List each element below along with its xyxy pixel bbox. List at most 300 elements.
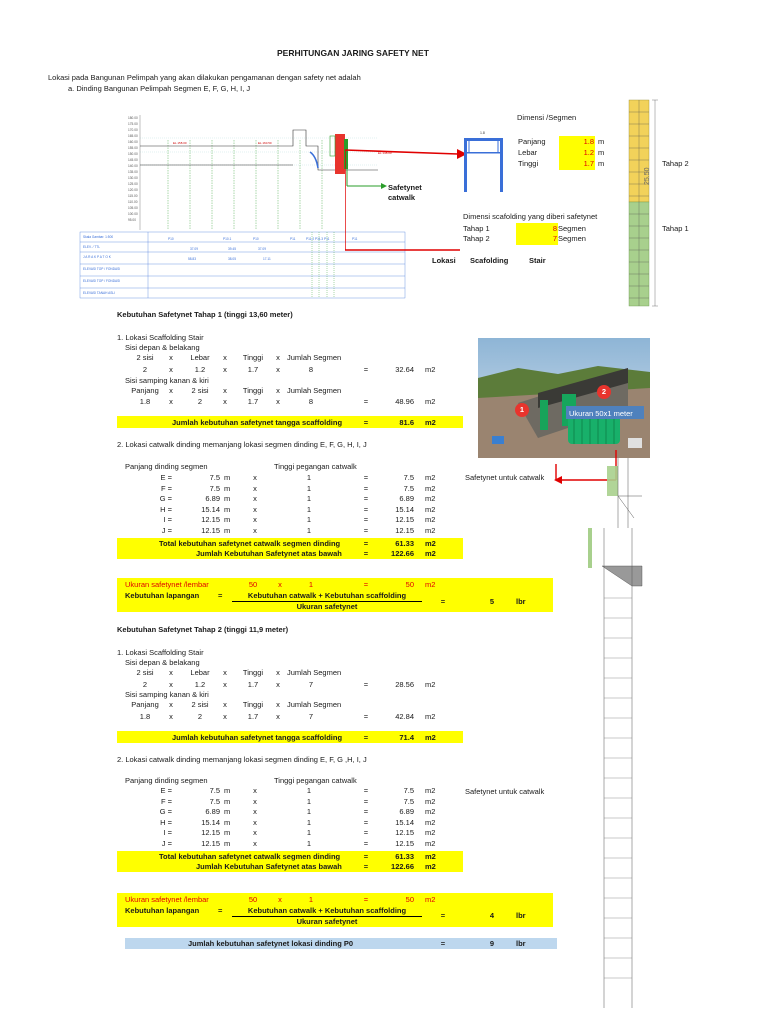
total-value: 71.4	[399, 733, 414, 742]
svg-text:ELEVASI TOP / FONDASI: ELEVASI TOP / FONDASI	[83, 279, 121, 283]
svg-text:EL 158.00: EL 158.00	[173, 141, 187, 145]
dim-unit: m	[598, 148, 605, 157]
val-cell: x	[276, 680, 280, 689]
dim-label: Tinggi	[518, 159, 539, 168]
val-cell: x	[223, 365, 227, 374]
svg-text:ELEV. / TTL: ELEV. / TTL	[83, 245, 101, 249]
val-cell: x	[223, 712, 227, 721]
val-cell: 1.7	[247, 712, 259, 721]
svg-text:125.00: 125.00	[128, 182, 138, 186]
tahap1-label: Tahap 1	[662, 224, 689, 233]
segment-val: 12.15	[395, 828, 414, 838]
segment-h: 1	[306, 515, 312, 525]
segment-h: 1	[306, 828, 312, 838]
hdr-cell: 2 sisi	[191, 700, 209, 709]
tahap-label: Tahap 2	[463, 234, 490, 243]
photo-caption: Ukuran 50x1 meter	[569, 409, 633, 418]
val-cell: 2	[142, 365, 148, 374]
svg-text:110.00: 110.00	[128, 200, 138, 204]
svg-text:P11: P11	[352, 237, 358, 241]
segment-len: 12.15	[201, 828, 220, 838]
segment-m: m	[224, 494, 231, 504]
svg-text:P11: P11	[290, 237, 296, 241]
val-cell: =	[363, 680, 369, 689]
hdr-cell: x	[169, 353, 173, 362]
svg-text:P10: P10	[168, 237, 174, 241]
total-eq: =	[363, 418, 369, 427]
segment-unit: m2	[425, 786, 436, 795]
intro-line: Lokasi pada Bangunan Pelimpah yang akan dilakukan pengamanan dengan safety net adalah	[48, 73, 361, 82]
val-cell: x	[223, 397, 227, 406]
kebutuhan-denominator: Ukuran safetynet	[296, 602, 358, 611]
total-label: Total kebutuhan safetynet catwalk segmen dinding	[159, 539, 341, 548]
val-cell: 7	[308, 712, 314, 721]
val-cell: m2	[425, 712, 436, 721]
segment-len: 12.15	[201, 526, 220, 535]
svg-text:115.00: 115.00	[128, 194, 138, 198]
segment-eq: =	[363, 807, 369, 817]
legend-item: Scafolding	[470, 256, 509, 265]
segment-h: 1	[306, 494, 312, 504]
hdr-cell: x	[276, 668, 280, 677]
dim-unit: m	[598, 137, 605, 146]
svg-text:38.05: 38.05	[228, 257, 236, 261]
val-cell: =	[363, 365, 369, 374]
segment-eq: =	[363, 473, 369, 482]
segment-len: 7.5	[209, 796, 220, 806]
hdr-cell: Lebar	[190, 353, 210, 362]
hdr-cell: x	[223, 668, 227, 677]
svg-text:155.00: 155.00	[128, 146, 138, 150]
segment-seg: E =	[160, 786, 172, 795]
dim-unit: m	[598, 159, 605, 168]
segment-unit: m2	[425, 483, 436, 493]
segment-h: 1	[306, 786, 312, 795]
ukuran-value: 50	[405, 895, 414, 904]
val-cell: m2	[425, 680, 436, 689]
segment-h: 1	[306, 796, 312, 806]
svg-text:37.09: 37.09	[190, 247, 198, 251]
segment-len: 15.14	[201, 504, 220, 514]
svg-text:145.00: 145.00	[128, 158, 138, 162]
hdr-cell: x	[169, 668, 173, 677]
tahap-label: Tahap 1	[463, 224, 490, 233]
total-unit: m2	[425, 549, 436, 558]
kebutuhan-value: 4	[489, 911, 494, 920]
ukuran-unit: m2	[425, 895, 436, 904]
ukuran-b: 1	[308, 580, 314, 589]
total-unit: m2	[425, 733, 436, 742]
val-cell: 2	[142, 680, 148, 689]
val-cell: x	[169, 680, 173, 689]
segment-h: 1	[306, 473, 312, 482]
segment-h: 1	[306, 504, 312, 514]
segment-len: 12.15	[201, 515, 220, 525]
svg-text:130.00: 130.00	[128, 176, 138, 180]
segment-len: 7.5	[209, 483, 220, 493]
frame-width-label: 1.8	[480, 131, 485, 135]
total-value: 122.66	[391, 549, 414, 558]
total-label: Jumlah kebutuhan safetynet tangga scaffolding	[172, 418, 343, 427]
svg-text:120.00: 120.00	[128, 188, 138, 192]
segment-h: 1	[306, 483, 312, 493]
svg-text:ELEVASI TOP / FONDASI: ELEVASI TOP / FONDASI	[83, 267, 121, 271]
segment-eq: =	[363, 483, 369, 493]
hdr-cell: Panjang	[131, 700, 159, 709]
section-title: 2. Lokasi catwalk dinding memanjang lokasi segmen dinding E, F, G ,H, I, J	[117, 755, 367, 764]
final-eq: =	[440, 939, 446, 948]
side-label: Safetynet untuk catwalk	[465, 787, 545, 796]
segment-seg: J =	[161, 526, 172, 535]
val-cell: 2	[197, 397, 203, 406]
svg-text:150.00: 150.00	[128, 152, 138, 156]
segment-seg: E =	[160, 473, 172, 482]
val-cell: 1.8	[139, 397, 151, 406]
segment-m: m	[224, 483, 231, 493]
ukuran-label: Ukuran safetynet /lembar	[125, 580, 209, 589]
segment-eq: =	[363, 817, 369, 827]
segment-val: 7.5	[403, 786, 414, 795]
hdr-cell: Tinggi	[242, 353, 264, 362]
svg-text:95.00: 95.00	[128, 218, 136, 222]
segment-eq: =	[363, 828, 369, 838]
svg-text:135.00: 135.00	[128, 170, 138, 174]
kebutuhan-value: 5	[489, 597, 494, 606]
photo-marker-2: 2	[601, 387, 607, 396]
segment-len: 15.14	[201, 817, 220, 827]
segment-x: x	[253, 817, 257, 827]
total-value: 81.6	[399, 418, 414, 427]
segment-unit: m2	[425, 828, 436, 838]
intro-item: a. Dinding Bangunan Pelimpah Segmen E, F, G, H, I, J	[68, 84, 251, 93]
segment-m: m	[224, 473, 231, 482]
ukuran-a: 50	[248, 580, 258, 589]
scaffold-tower	[620, 96, 660, 311]
hdr-cell: x	[223, 353, 227, 362]
segment-h: 1	[306, 817, 312, 827]
segment-m: m	[224, 515, 231, 525]
total-eq: =	[363, 549, 369, 558]
tahap-unit: Segmen	[558, 224, 586, 233]
val-cell: 28.56	[395, 680, 414, 689]
legend-item: Stair	[529, 256, 546, 265]
hdr-cell: Jumlah Segmen	[287, 668, 342, 677]
svg-text:175.00: 175.00	[128, 122, 138, 126]
val-cell: x	[276, 365, 280, 374]
scaffold-frame-icon	[460, 132, 508, 194]
segment-eq: =	[363, 796, 369, 806]
dimensi-segmen-title: Dimensi /Segmen	[517, 113, 577, 122]
segment-val: 7.5	[403, 473, 414, 482]
ukuran-eq: =	[363, 895, 369, 904]
tahap-value: 7	[552, 234, 557, 243]
val-cell: x	[169, 712, 173, 721]
dim-label: Panjang	[518, 137, 546, 146]
val-cell: 1.8	[139, 712, 151, 721]
dim-label: Lebar	[518, 148, 538, 157]
hdr-cell: Tinggi	[242, 386, 264, 395]
ukuran-a: 50	[248, 895, 258, 904]
ukuran-unit: m2	[425, 580, 436, 589]
val-cell: m2	[425, 397, 436, 406]
col-header: Tinggi pegangan catwalk	[274, 776, 357, 785]
segment-x: x	[253, 494, 257, 504]
segment-unit: m2	[425, 515, 436, 525]
hdr-cell: 2 sisi	[136, 353, 154, 362]
segment-seg: G =	[159, 494, 172, 504]
svg-text:105.00: 105.00	[128, 206, 138, 210]
section-subtitle: Sisi depan & belakang	[125, 343, 200, 352]
segment-h: 1	[306, 526, 312, 535]
segment-eq: =	[363, 515, 369, 525]
total-label: Jumlah kebutuhan safetynet tangga scaffolding	[172, 733, 343, 742]
section-subtitle: Sisi samping kanan & kiri	[125, 376, 209, 385]
safetynet-catwalk-label: Safetynet catwalk	[388, 183, 422, 202]
dim-value: 1.8	[583, 137, 594, 146]
kebutuhan-unit: lbr	[516, 597, 526, 606]
segment-unit: m2	[425, 817, 436, 827]
segment-val: 15.14	[395, 817, 414, 827]
segment-seg: I =	[163, 515, 172, 525]
segment-seg: F =	[160, 796, 172, 806]
section-title: 1. Lokasi Scaffolding Stair	[117, 333, 204, 342]
total-label: Jumlah Kebutuhan Safetynet atas bawah	[196, 549, 342, 558]
ukuran-label: Ukuran safetynet /lembar	[125, 895, 209, 904]
segment-eq: =	[363, 526, 369, 535]
total-unit: m2	[425, 852, 436, 861]
val-cell: 8	[308, 365, 314, 374]
segment-val: 7.5	[403, 796, 414, 806]
val-cell: =	[363, 712, 369, 721]
segment-len: 6.89	[205, 807, 220, 817]
svg-text:170.00: 170.00	[128, 128, 138, 132]
segment-m: m	[224, 526, 231, 535]
val-cell: x	[276, 712, 280, 721]
segment-eq: =	[363, 839, 369, 848]
val-cell: =	[363, 397, 369, 406]
tower-height-label: 25.50	[644, 167, 651, 185]
dim-value: 1.2	[583, 148, 594, 157]
col-header: Panjang dinding segmen	[125, 462, 208, 471]
col-header: Panjang dinding segmen	[125, 776, 208, 785]
hdr-cell: Tinggi	[242, 700, 264, 709]
val-cell: 2	[197, 712, 203, 721]
kebutuhan-label: Kebutuhan lapangan	[125, 906, 200, 915]
col-header: Tinggi pegangan catwalk	[274, 462, 357, 471]
segment-m: m	[224, 839, 231, 848]
hdr-cell: 2 sisi	[136, 668, 154, 677]
tahap1-heading: Kebutuhan Safetynet Tahap 1 (tinggi 13,60 meter)	[117, 310, 293, 319]
tahap2-label: Tahap 2	[662, 159, 689, 168]
val-cell: x	[169, 397, 173, 406]
segment-seg: I =	[163, 828, 172, 838]
segment-x: x	[253, 473, 257, 482]
segment-eq: =	[363, 494, 369, 504]
hdr-cell: x	[223, 386, 227, 395]
segment-m: m	[224, 807, 231, 817]
segment-x: x	[253, 786, 257, 795]
kebutuhan-numerator: Kebutuhan catwalk + Kebutuhan scaffolding	[247, 591, 407, 600]
total-unit: m2	[425, 539, 436, 548]
total-unit: m2	[425, 862, 436, 871]
kebutuhan-eq2: =	[440, 911, 446, 920]
val-cell: x	[276, 397, 280, 406]
segment-val: 12.15	[395, 515, 414, 525]
section-subtitle: Sisi depan & belakang	[125, 658, 200, 667]
segment-x: x	[253, 839, 257, 848]
segment-m: m	[224, 828, 231, 838]
segment-val: 6.89	[399, 807, 414, 817]
segment-x: x	[253, 796, 257, 806]
hdr-cell: 2 sisi	[191, 386, 209, 395]
segment-x: x	[253, 807, 257, 817]
svg-text:160.00: 160.00	[128, 140, 138, 144]
segment-unit: m2	[425, 504, 436, 514]
photo-marker-1: 1	[519, 405, 525, 414]
segment-x: x	[253, 504, 257, 514]
svg-text:P10: P10	[253, 237, 259, 241]
segment-m: m	[224, 796, 231, 806]
segment-x: x	[253, 526, 257, 535]
val-cell: 42.84	[395, 712, 414, 721]
kebutuhan-eq: =	[218, 591, 223, 600]
segment-eq: =	[363, 504, 369, 514]
svg-text:165.00: 165.00	[128, 134, 138, 138]
val-cell: 1.7	[247, 365, 259, 374]
kebutuhan-denominator: Ukuran safetynet	[296, 917, 358, 926]
site-photo	[478, 338, 650, 458]
segment-unit: m2	[425, 473, 436, 482]
ukuran-b: 1	[308, 895, 314, 904]
segment-unit: m2	[425, 526, 436, 535]
hdr-cell: Jumlah Segmen	[287, 353, 342, 362]
tahap-unit: Segmen	[558, 234, 586, 243]
segment-unit: m2	[425, 807, 436, 817]
final-label: Jumlah kebutuhan safetynet lokasi dinding P0	[188, 939, 354, 948]
segment-val: 6.89	[399, 494, 414, 504]
total-label: Total kebutuhan safetynet catwalk segmen dinding	[159, 852, 341, 861]
svg-text:180.00: 180.00	[128, 116, 138, 120]
hdr-cell: x	[169, 386, 173, 395]
val-cell: 48.96	[395, 397, 414, 406]
val-cell: 1.7	[247, 397, 259, 406]
total-unit: m2	[425, 418, 436, 427]
segment-seg: G =	[159, 807, 172, 817]
val-cell: m2	[425, 365, 436, 374]
segment-x: x	[253, 483, 257, 493]
segment-unit: m2	[425, 494, 436, 504]
segment-h: 1	[306, 807, 312, 817]
total-eq: =	[363, 852, 369, 861]
final-value: 9	[489, 939, 494, 948]
hdr-cell: Tinggi	[242, 668, 264, 677]
hdr-cell: x	[276, 700, 280, 709]
segment-len: 7.5	[209, 473, 220, 482]
total-value: 61.33	[395, 852, 414, 861]
hdr-cell: Jumlah Segmen	[287, 386, 342, 395]
segment-len: 6.89	[205, 494, 220, 504]
kebutuhan-label: Kebutuhan lapangan	[125, 591, 200, 600]
svg-text:P11.2 P11.3 P11: P11.2 P11.3 P11	[306, 237, 330, 241]
svg-text:58.83: 58.83	[188, 257, 196, 261]
segment-len: 12.15	[201, 839, 220, 848]
section-subtitle: Sisi samping kanan & kiri	[125, 690, 209, 699]
hdr-cell: Jumlah Segmen	[287, 700, 342, 709]
tahap-value: 8	[552, 224, 557, 233]
kebutuhan-eq2: =	[440, 597, 446, 606]
kebutuhan-eq: =	[218, 906, 223, 915]
total-value: 122.66	[391, 862, 414, 871]
segment-len: 7.5	[209, 786, 220, 795]
segment-m: m	[224, 504, 231, 514]
svg-text:ELEVASI TANAH ASLI: ELEVASI TANAH ASLI	[83, 291, 116, 295]
segment-eq: =	[363, 786, 369, 795]
segment-val: 15.14	[395, 504, 414, 514]
hdr-cell: Lebar	[190, 668, 210, 677]
dim-value: 1.7	[583, 159, 594, 168]
dimensi-scaffolding-title: Dimensi scafolding yang diberi safetynet	[463, 212, 598, 221]
section-title: 2. Lokasi catwalk dinding memanjang lokasi segmen dinding E, F, G, H, I, J	[117, 440, 367, 449]
segment-unit: m2	[425, 796, 436, 806]
val-cell: 1.2	[194, 680, 206, 689]
page-title: PERHITUNGAN JARING SAFETY NET	[277, 48, 429, 58]
val-cell: 8	[308, 397, 314, 406]
tahap2-heading: Kebutuhan Safetynet Tahap 2 (tinggi 11,9 meter)	[117, 625, 289, 634]
svg-text:140.00: 140.00	[128, 164, 138, 168]
svg-text:EL 160.50: EL 160.50	[258, 141, 272, 145]
total-eq: =	[363, 539, 369, 548]
svg-text:37.09: 37.09	[258, 247, 266, 251]
segment-seg: H =	[160, 817, 172, 827]
segment-m: m	[224, 786, 231, 795]
ukuran-value: 50	[405, 580, 414, 589]
segment-val: 12.15	[395, 839, 414, 848]
segment-val: 12.15	[395, 526, 414, 535]
total-value: 61.33	[395, 539, 414, 548]
segment-x: x	[253, 515, 257, 525]
segment-seg: J =	[161, 839, 172, 848]
legend-item: Lokasi	[432, 256, 456, 265]
ukuran-eq: =	[363, 580, 369, 589]
val-cell: 1.7	[247, 680, 259, 689]
val-cell: 7	[308, 680, 314, 689]
ukuran-x: x	[278, 895, 282, 904]
svg-text:Skala Gambar: 1:500: Skala Gambar: 1:500	[83, 235, 114, 239]
hdr-cell: Panjang	[131, 386, 159, 395]
svg-text:J A R A K P A T O K: J A R A K P A T O K	[83, 255, 111, 259]
val-cell: x	[169, 365, 173, 374]
svg-text:P10.1: P10.1	[223, 237, 232, 241]
segment-val: 7.5	[403, 483, 414, 493]
total-eq: =	[363, 733, 369, 742]
svg-text:EL 148.00: EL 148.00	[378, 151, 392, 155]
hdr-cell: x	[276, 386, 280, 395]
catwalk-detail-drawing	[552, 448, 648, 1010]
svg-text:39.45: 39.45	[228, 247, 236, 251]
val-cell: 1.2	[194, 365, 206, 374]
segment-seg: H =	[160, 504, 172, 514]
total-label: Jumlah Kebutuhan Safetynet atas bawah	[196, 862, 342, 871]
side-label: Safetynet untuk catwalk	[465, 473, 545, 482]
svg-text:17.11: 17.11	[263, 257, 271, 261]
kebutuhan-numerator: Kebutuhan catwalk + Kebutuhan scaffolding	[247, 906, 407, 915]
total-eq: =	[363, 862, 369, 871]
hdr-cell: x	[169, 700, 173, 709]
segment-h: 1	[306, 839, 312, 848]
svg-text:100.00: 100.00	[128, 212, 138, 216]
hdr-cell: x	[223, 700, 227, 709]
kebutuhan-unit: lbr	[516, 911, 526, 920]
